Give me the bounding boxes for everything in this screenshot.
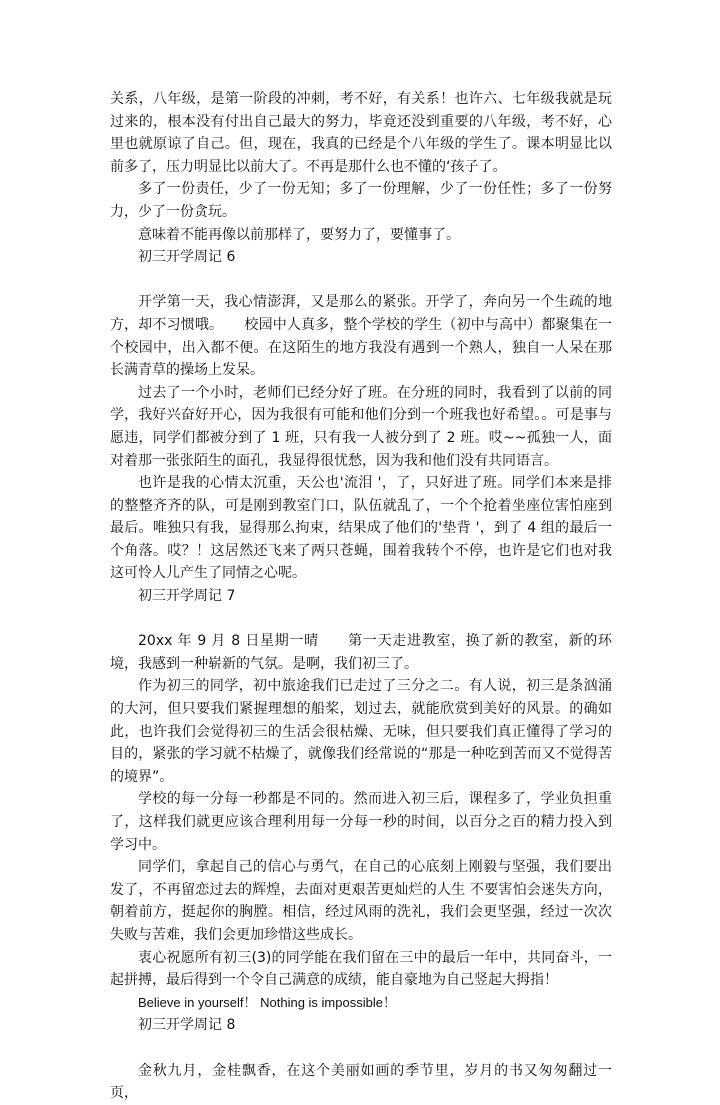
paragraph: 也许是我的心情太沉重，天公也'流泪 '，了，只好进了班。同学们本来是排的整整齐齐的队，可是刚到教室门口，队伍就乱了，一个个抢着坐座位害怕座到最后。唯独只有我，显得那么拘束，结果成了他们的'垫背 '，到了 4 组的最后一个角落。哎？！这居然还飞来了两只苍蝇，围着我转个不停，也许是它们也对我这可怜人儿产生了同情之心呢。 bbox=[110, 475, 612, 582]
paragraph: 同学们，拿起自己的信心与勇气，在自己的心底刻上刚毅与坚强，我们要出发了，不再留恋过去的辉煌，去面对更艰苦更灿烂的人生 不要害怕会迷失方向，朝着前方，挺起你的胸膛。相信，经过风雨的洗礼，我们会更坚强，经过一次次失败与苦难，我们会更加珍惜这些成长。 bbox=[110, 859, 612, 943]
blank-line bbox=[110, 269, 612, 292]
paragraph: 多了一份责任，少了一份无知；多了一份理解，少了一份任性；多了一份努力，少了一份贪玩。 bbox=[110, 181, 612, 220]
section-heading-7: 初三开学周记 7 bbox=[138, 588, 236, 605]
paragraph: 关系，八年级，是第一阶段的冲刺，考不好，有关系！也许六、七年级我就是玩过来的，根本没有付出自己最大的努力，毕竟还没到重要的八年级，考不好，心里也就原谅了自己。但，现在，我真的已经是个八年级的学生了。课本明显比以前多了，压力明显比以前大了。不再是那什么也不懂的‘孩子了。 bbox=[110, 91, 612, 175]
english-quote: Believe in yourself！ Nothing is impossible！ bbox=[138, 994, 396, 1010]
paragraph: 20xx 年 9 月 8 日星期一晴 第一天走进教室，换了新的教室，新的环境，我感到一种崭新的气氛。是啊，我们初三了。 bbox=[110, 633, 612, 672]
document-body bbox=[110, 88, 612, 1105]
paragraph: 金秋九月，金桂飘香，在这个美丽如画的季节里，岁月的书又匆匆翻过一页， bbox=[110, 1062, 612, 1102]
blank-line bbox=[110, 608, 612, 631]
paragraph: 衷心祝愿所有初三(3)的同学能在我们留在三中的最后一年中，共同奋斗，一起拼搏，最后得到一个令自己满意的成绩，能自豪地为自己竖起大拇指！ bbox=[110, 949, 612, 989]
paragraph: 作为初三的同学，初中旅途我们已走过了三分之二。有人说，初三是条汹涌的大河，但只要我们紧握理想的船桨，划过去，就能欣赏到美好的风景。的确如此，也许我们会觉得初三的生活会很枯燥、无味，但只要我们真正懂得了学习的目的，紧张的学习就不枯燥了，就像我们经常说的“那是一种吃到苦而又不觉得苦的境界”。 bbox=[110, 678, 612, 785]
paragraph: 学校的每一分每一秒都是不同的。然而进入初三后，课程多了，学业负担重了，这样我们就更应该合理利用每一分每一秒的时间，以百分之百的精力投入到学习中。 bbox=[110, 791, 612, 853]
section-heading-6: 初三开学周记 6 bbox=[138, 249, 236, 266]
blank-line bbox=[110, 1037, 612, 1060]
paragraph: 开学第一天，我心情澎湃，又是那么的紧张。开学了，奔向另一个生疏的地方，却不习惯哦。 校园中人真多，整个学校的学生（初中与高中）都聚集在一个校园中，出入都不便。在这陌生的地方我没有遇到一个熟人，独自一人呆在那长满青草的操场上发呆。 bbox=[110, 294, 612, 379]
paragraph: 意味着不能再像以前那样了，要努力了，要懂事了。 bbox=[138, 226, 460, 243]
section-heading-8: 初三开学周记 8 bbox=[138, 1017, 236, 1034]
paragraph: 过去了一个小时，老师们已经分好了班。在分班的同时，我看到了以前的同学，我好兴奋好开心，因为我很有可能和他们分到一个班我也好希望。。可是事与愿违，同学们都被分到了 1 班，只有我一人被分到了 2 班。哎~~孤独一人，面对着那一张张陌生的面孔，我显得很忧愁，因为我和他们没有共同语言。 bbox=[110, 384, 612, 469]
